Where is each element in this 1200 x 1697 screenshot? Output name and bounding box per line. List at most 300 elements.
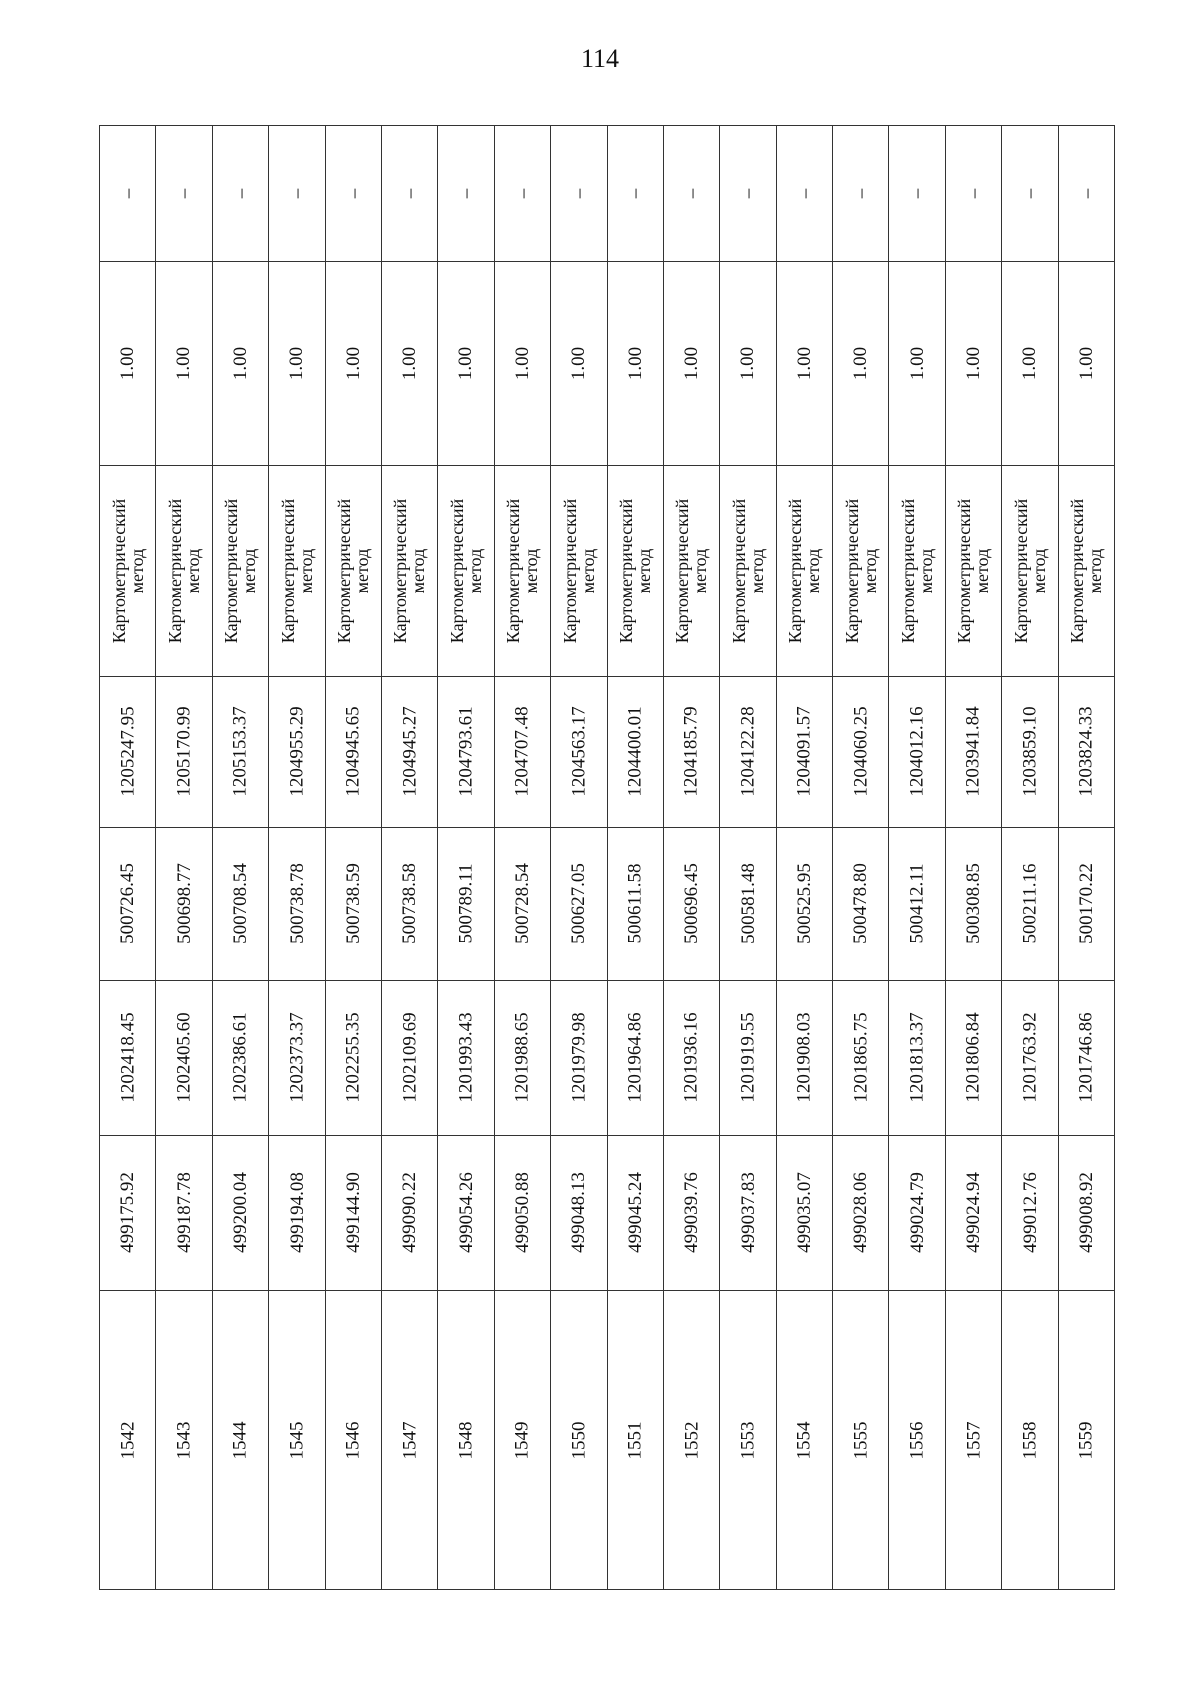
table-row [326,125,382,1590]
method-line-2: метод [972,548,993,593]
cell-method [213,465,268,677]
cell-point-number-text: 1544 [229,1421,251,1460]
cell-point-number [833,1290,888,1591]
cell-dash-text: – [793,188,815,199]
cell-y1-text: 1201865.75 [850,1012,872,1103]
cell-y1-text: 1201763.92 [1019,1012,1041,1103]
cell-method [1002,465,1057,677]
cell-value [382,261,437,466]
cell-value-text: 1.00 [117,346,139,380]
cell-y2 [156,676,211,828]
cell-point-number [1002,1290,1057,1591]
cell-y1-text: 1201908.03 [793,1012,815,1103]
method-text [110,498,146,642]
cell-dash-text: – [963,188,985,199]
cell-dash [946,126,1001,262]
cell-y1 [156,980,211,1136]
method-line-1: Картометрический [108,498,129,643]
cell-y1-text: 1201988.65 [511,1012,533,1103]
cell-x1-text: 499039.76 [681,1172,703,1253]
method-line-1: Картометрический [390,498,411,643]
cell-y2-text: 1204091.57 [793,706,815,797]
cell-method [1059,465,1114,677]
cell-y2-text: 1205247.95 [117,706,139,797]
cell-y1 [100,980,155,1136]
cell-y2-text: 1205170.99 [173,706,195,797]
cell-y1 [833,980,888,1136]
cell-y2 [269,676,324,828]
cell-x1 [438,1135,493,1291]
method-text [786,498,822,642]
cell-x1 [833,1135,888,1291]
cell-dash [269,126,324,262]
cell-y1 [1002,980,1057,1136]
cell-x1 [1059,1135,1114,1291]
method-line-2: метод [690,548,711,593]
method-line-1: Картометрический [616,498,637,643]
cell-point-number-text: 1551 [624,1421,646,1460]
cell-x2-text: 500412.11 [906,863,928,944]
coordinates-table [99,125,1115,1590]
cell-y2-text: 1204945.27 [399,706,421,797]
cell-x2 [833,827,888,981]
cell-value-text: 1.00 [737,346,759,380]
cell-x1 [269,1135,324,1291]
cell-y1-text: 1202386.61 [229,1012,251,1103]
method-text [561,498,597,642]
cell-y2-text: 1204012.16 [906,706,928,797]
cell-dash-text: – [906,188,928,199]
method-line-1: Картометрический [672,498,693,643]
cell-y2 [1002,676,1057,828]
cell-y2-text: 1204060.25 [850,706,872,797]
cell-x2-text: 500789.11 [455,863,477,944]
cell-x1-text: 499024.94 [963,1172,985,1253]
cell-method [946,465,1001,677]
cell-point-number [326,1290,381,1591]
method-line-1: Картометрический [841,498,862,643]
cell-y2-text: 1203941.84 [963,706,985,797]
cell-dash [213,126,268,262]
cell-y2-text: 1203824.33 [1075,706,1097,797]
cell-y2 [495,676,550,828]
method-line-2: метод [577,548,598,593]
cell-x2-text: 500525.95 [793,863,815,944]
method-line-1: Картометрический [1067,498,1088,643]
cell-dash [720,126,775,262]
cell-value-text: 1.00 [1075,346,1097,380]
cell-dash [100,126,155,262]
cell-point-number-text: 1553 [737,1421,759,1460]
cell-x2-text: 500581.48 [737,863,759,944]
cell-dash [1002,126,1057,262]
cell-dash-text: – [342,188,364,199]
cell-y2-text: 1204707.48 [511,706,533,797]
method-text [392,498,428,642]
cell-dash [156,126,211,262]
cell-method [100,465,155,677]
cell-x1 [1002,1135,1057,1291]
cell-x2 [1059,827,1114,981]
cell-value [889,261,944,466]
cell-x2 [213,827,268,981]
method-text [504,498,540,642]
cell-method [777,465,832,677]
cell-method [382,465,437,677]
cell-x1-text: 499012.76 [1019,1172,1041,1253]
cell-point-number-text: 1548 [455,1421,477,1460]
method-line-1: Картометрический [1010,498,1031,643]
cell-y1 [438,980,493,1136]
cell-x1 [946,1135,1001,1291]
cell-x2-text: 500211.16 [1019,863,1041,944]
cell-x1 [608,1135,663,1291]
cell-dash-text: – [568,188,590,199]
cell-x1 [213,1135,268,1291]
method-text [1012,498,1048,642]
cell-y1 [213,980,268,1136]
cell-x1 [777,1135,832,1291]
cell-dash-text: – [1075,188,1097,199]
cell-y1-text: 1201964.86 [624,1012,646,1103]
cell-y1-text: 1202255.35 [342,1012,364,1103]
cell-dash-text: – [511,188,533,199]
method-text [335,498,371,642]
cell-x2-text: 500708.54 [229,863,251,944]
cell-x2-text: 500611.58 [624,863,646,944]
cell-value-text: 1.00 [568,346,590,380]
cell-x1-text: 499050.88 [511,1172,533,1253]
cell-x1-text: 499045.24 [624,1172,646,1253]
cell-method [269,465,324,677]
cell-y2 [720,676,775,828]
cell-dash [833,126,888,262]
cell-x2-text: 500170.22 [1075,863,1097,944]
method-text [730,498,766,642]
cell-x2-text: 500738.78 [286,863,308,944]
cell-value-text: 1.00 [681,346,703,380]
method-line-2: метод [747,548,767,593]
method-line-2: метод [465,548,486,593]
cell-dash-text: – [681,188,703,199]
cell-value [213,261,268,466]
method-text [617,498,653,642]
method-text [674,498,710,642]
cell-x1-text: 499024.79 [906,1172,928,1253]
method-line-1: Картометрический [559,498,580,643]
cell-method [833,465,888,677]
cell-value-text: 1.00 [342,346,364,380]
cell-y1-text: 1201993.43 [455,1012,477,1103]
cell-value [833,261,888,466]
cell-dash-text: – [229,188,251,199]
cell-point-number-text: 1549 [511,1421,533,1460]
cell-value [495,261,550,466]
cell-y1 [664,980,719,1136]
method-line-2: метод [239,548,260,593]
cell-y1 [269,980,324,1136]
cell-y2-text: 1204793.61 [455,706,477,797]
cell-point-number-text: 1542 [117,1421,139,1460]
method-line-2: метод [916,548,937,593]
cell-x1 [720,1135,775,1291]
cell-y1 [777,980,832,1136]
cell-point-number-text: 1547 [399,1421,421,1460]
cell-y2-text: 1205153.37 [229,706,251,797]
cell-x1-text: 499194.08 [286,1172,308,1253]
cell-point-number-text: 1556 [906,1421,928,1460]
table-row [664,125,720,1590]
cell-point-number [495,1290,550,1591]
cell-point-number-text: 1543 [173,1421,195,1460]
cell-point-number-text: 1552 [681,1421,703,1460]
method-line-1: Картометрический [447,498,468,643]
cell-x2-text: 500728.54 [511,863,533,944]
cell-value [720,261,775,466]
method-line-2: метод [1028,548,1049,593]
method-line-1: Картометрический [503,498,524,643]
cell-value-text: 1.00 [286,346,308,380]
method-line-1: Картометрический [334,498,355,643]
cell-point-number-text: 1558 [1019,1421,1041,1460]
cell-point-number [720,1290,775,1591]
cell-y2 [608,676,663,828]
cell-y1-text: 1202109.69 [399,1012,421,1103]
table-rows [99,125,1115,1590]
cell-value-text: 1.00 [963,346,985,380]
table-row [100,125,156,1590]
cell-value-text: 1.00 [850,346,872,380]
cell-x1 [495,1135,550,1291]
cell-dash-text: – [737,188,759,199]
cell-value [1002,261,1057,466]
method-text [279,498,315,642]
method-line-1: Картометрический [165,498,186,643]
cell-y1 [551,980,606,1136]
method-line-2: метод [126,548,147,593]
cell-y2 [664,676,719,828]
method-line-1: Картометрический [221,498,242,643]
cell-y1-text: 1201813.37 [906,1012,928,1103]
cell-dash [664,126,719,262]
cell-y1 [1059,980,1114,1136]
cell-x2-text: 500726.45 [117,863,139,944]
cell-dash [438,126,493,262]
cell-x2 [100,827,155,981]
cell-y2 [889,676,944,828]
cell-x2-text: 500478.80 [850,863,872,944]
table-row [720,125,776,1590]
cell-x2 [1002,827,1057,981]
cell-x2 [382,827,437,981]
cell-x1-text: 499187.78 [173,1172,195,1253]
cell-x2 [946,827,1001,981]
cell-point-number [382,1290,437,1591]
cell-x2-text: 500698.77 [173,863,195,944]
cell-x1-text: 499008.92 [1075,1172,1097,1253]
cell-value-text: 1.00 [906,346,928,380]
cell-y2 [438,676,493,828]
cell-point-number [438,1290,493,1591]
cell-x1-text: 499028.06 [850,1172,872,1253]
table-row [946,125,1002,1590]
cell-x1-text: 499200.04 [229,1172,251,1253]
cell-y2-text: 1204945.65 [342,706,364,797]
table-row [438,125,494,1590]
cell-point-number [1059,1290,1114,1591]
cell-y2-text: 1204122.28 [737,706,759,797]
cell-x2 [664,827,719,981]
cell-method [551,465,606,677]
cell-x2-text: 500308.85 [963,863,985,944]
method-line-2: метод [521,548,542,593]
table-row [156,125,212,1590]
cell-value [269,261,324,466]
cell-dash-text: – [173,188,195,199]
method-line-1: Картометрический [898,498,919,643]
cell-value [551,261,606,466]
method-line-1: Картометрический [277,498,298,643]
cell-method [664,465,719,677]
cell-y2-text: 1204563.17 [568,706,590,797]
cell-dash [551,126,606,262]
cell-point-number-text: 1554 [793,1421,815,1460]
cell-dash-text: – [399,188,421,199]
method-line-1: Картометрический [785,498,806,643]
cell-point-number [608,1290,663,1591]
table-row [777,125,833,1590]
cell-x2-text: 500738.59 [342,863,364,944]
cell-value-text: 1.00 [624,346,646,380]
cell-y1-text: 1202373.37 [286,1012,308,1103]
cell-point-number-text: 1555 [850,1421,872,1460]
cell-dash [382,126,437,262]
cell-method [608,465,663,677]
cell-value-text: 1.00 [229,346,251,380]
cell-y1-text: 1201919.55 [737,1012,759,1103]
cell-point-number-text: 1550 [568,1421,590,1460]
cell-value-text: 1.00 [511,346,533,380]
cell-x1-text: 499175.92 [117,1172,139,1253]
method-line-2: метод [634,548,655,593]
cell-value-text: 1.00 [455,346,477,380]
cell-y2-text: 1204400.01 [624,706,646,797]
table-row [889,125,945,1590]
method-line-1: Картометрический [954,498,975,643]
cell-x1 [100,1135,155,1291]
cell-point-number [777,1290,832,1591]
cell-y2-text: 1204185.79 [681,706,703,797]
cell-method [326,465,381,677]
cell-value [1059,261,1114,466]
cell-dash-text: – [117,188,139,199]
cell-y2 [382,676,437,828]
cell-x2 [777,827,832,981]
cell-y2 [1059,676,1114,828]
method-text [1068,498,1104,642]
method-text [166,498,202,642]
cell-x1 [889,1135,944,1291]
cell-value-text: 1.00 [173,346,195,380]
method-line-1: Картометрический [729,498,749,643]
method-text [956,498,992,642]
cell-y1-text: 1202418.45 [117,1012,139,1103]
cell-dash-text: – [455,188,477,199]
cell-value-text: 1.00 [399,346,421,380]
cell-x1-text: 499144.90 [342,1172,364,1253]
cell-method [438,465,493,677]
cell-dash-text: – [624,188,646,199]
method-line-2: метод [1085,548,1106,593]
cell-y2 [551,676,606,828]
cell-point-number [100,1290,155,1591]
cell-x1 [664,1135,719,1291]
cell-method [156,465,211,677]
cell-value-text: 1.00 [793,346,815,380]
cell-dash [608,126,663,262]
page-number: 114 [580,44,620,73]
cell-method [720,465,775,677]
cell-point-number [269,1290,324,1591]
cell-value [946,261,1001,466]
cell-dash [1059,126,1114,262]
cell-x2 [156,827,211,981]
cell-dash-text: – [1019,188,1041,199]
cell-x2 [438,827,493,981]
cell-x1 [326,1135,381,1291]
cell-x1-text: 499054.26 [455,1172,477,1253]
cell-value [438,261,493,466]
cell-x2 [608,827,663,981]
cell-y2-text: 1204955.29 [286,706,308,797]
cell-y1-text: 1202405.60 [173,1012,195,1103]
cell-y2 [326,676,381,828]
method-line-2: метод [295,548,316,593]
table-row [213,125,269,1590]
cell-point-number [664,1290,719,1591]
cell-y1 [608,980,663,1136]
cell-x1-text: 499035.07 [793,1172,815,1253]
cell-x2-text: 500627.05 [568,863,590,944]
cell-value [608,261,663,466]
cell-x2 [551,827,606,981]
table-row [1002,125,1058,1590]
cell-point-number-text: 1559 [1075,1421,1097,1460]
cell-y2 [100,676,155,828]
cell-y1-text: 1201936.16 [681,1012,703,1103]
cell-y1 [720,980,775,1136]
cell-y1 [495,980,550,1136]
cell-y2 [946,676,1001,828]
table-row [382,125,438,1590]
cell-y2 [777,676,832,828]
cell-point-number-text: 1546 [342,1421,364,1460]
cell-value [664,261,719,466]
method-line-2: метод [859,548,880,593]
cell-y1 [889,980,944,1136]
cell-x1-text: 499090.22 [399,1172,421,1253]
cell-x1-text: 499048.13 [568,1172,590,1253]
cell-point-number-text: 1557 [963,1421,985,1460]
cell-x2-text: 500696.45 [681,863,703,944]
method-text [899,498,935,642]
cell-method [495,465,550,677]
cell-x1 [382,1135,437,1291]
table-row [495,125,551,1590]
cell-y1-text: 1201806.84 [963,1012,985,1103]
cell-value-text: 1.00 [1019,346,1041,380]
cell-x1 [156,1135,211,1291]
